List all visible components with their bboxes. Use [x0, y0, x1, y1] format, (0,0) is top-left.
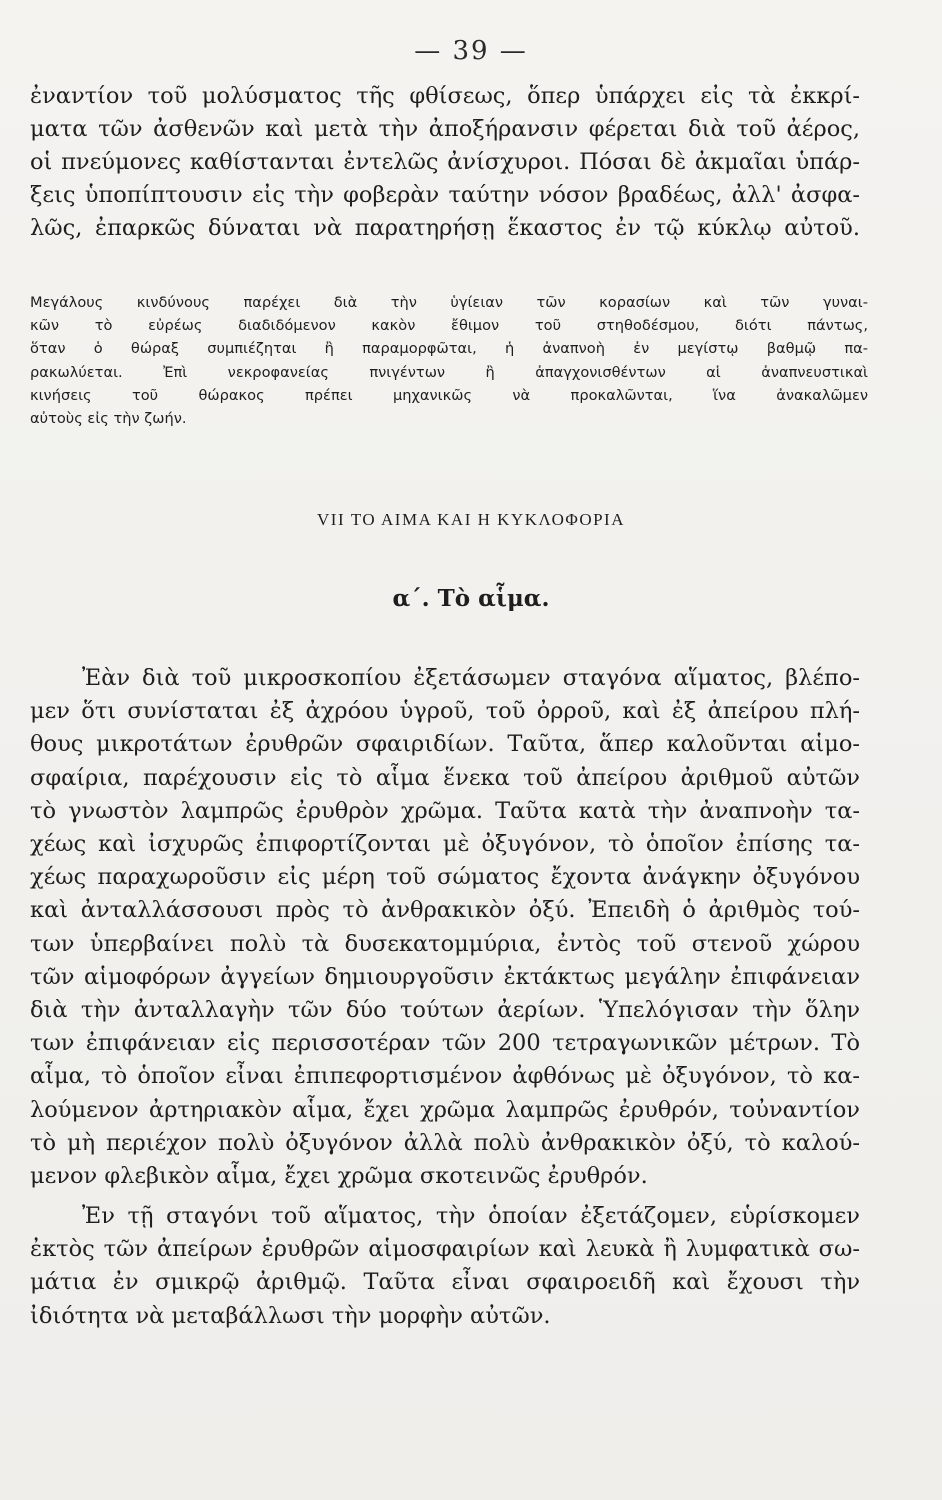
text-line: λῶς, ἐπαρκῶς δύναται νὰ παρατηρήσῃ ἕκαστος ἐν τῷ κύκλῳ αὐτοῦ.	[30, 215, 860, 241]
text-line: μάτια ἐν σμικρῷ ἀριθμῷ. Ταῦτα εἶναι σφαιροειδῆ καὶ ἔχουσι τὴν	[30, 1269, 860, 1296]
text-line: θους μικροτάτων ἐρυθρῶν σφαιριδίων. Ταῦτα, ἅπερ καλοῦνται αἱμο-	[30, 731, 860, 758]
note-line: ρακωλύεται. Ἐπὶ νεκροφανείας πνιγέντων ἢ ἀπαγχονισθέντων αἱ ἀναπνευστικαὶ	[30, 363, 868, 381]
paragraph-drop	[30, 1200, 860, 1333]
text-line: τὸ γνωστὸν λαμπρῶς ἐρυθρὸν χρῶμα. Ταῦτα κατὰ τὴν ἀναπνοὴν τα-	[30, 797, 860, 824]
page-number: — 39 —	[414, 36, 528, 66]
text-line: οἱ πνεύμονες καθίστανται ἐντελῶς ἀνίσχυροι. Πόσαι δὲ ἀκμαῖαι ὑπάρ-	[30, 149, 860, 175]
note-paragraph	[30, 291, 868, 430]
text-line: των ὑπερβαίνει πολὺ τὰ δυσεκατομμύρια, ἐντὸς τοῦ στενοῦ χώρου	[30, 930, 860, 957]
text-line: Ἐὰν διὰ τοῦ μικροσκοπίου ἐξετάσωμεν σταγόνα αἵματος, βλέπο-	[82, 665, 860, 691]
text-line: ἰδιότητα νὰ μεταβάλλωσι τὴν μορφὴν αὐτῶν.	[30, 1302, 551, 1329]
text-line: ματα τῶν ἀσθενῶν καὶ μετὰ τὴν ἀποξήρανσιν φέρεται διὰ τοῦ ἀέρος,	[30, 116, 860, 142]
note-line: αὐτοὺς εἰς τὴν ζωήν.	[30, 410, 187, 428]
text-line: διὰ τὴν ἀνταλλαγὴν τῶν δύο τούτων ἀερίων. Ὑπελόγισαν τὴν ὅλην	[30, 997, 860, 1024]
text-line: τὸ μὴ περιέχον πολὺ ὀξυγόνον ἀλλὰ πολὺ ἀνθρακικὸν ὀξύ, τὸ καλού-	[30, 1129, 860, 1156]
note-line: Μεγάλους κινδύνους παρέχει διὰ τὴν ὑγίειαν τῶν κορασίων καὶ τῶν γυναι-	[30, 294, 868, 311]
text-line: λούμενον ἀρτηριακὸν αἷμα, ἔχει χρῶμα λαμπρῶς ἐρυθρόν, τοὐναντίον	[30, 1096, 860, 1123]
text-line: καὶ ἀνταλλάσσουσι πρὸς τὸ ἀνθρακικὸν ὀξύ. Ἐπειδὴ ὁ ἀριθμὸς τού-	[30, 897, 860, 924]
text-line: μεν ὅτι συνίσταται ἐξ ἀχρόου ὑγροῦ, τοῦ ὀρροῦ, καὶ ἐξ ἀπείρου πλή-	[30, 698, 860, 725]
text-line: των ἐπιφάνειαν εἰς περισσοτέραν τῶν 200 τετραγωνικῶν μέτρων. Τὸ	[30, 1030, 860, 1057]
text-line: μενον φλεβικὸν αἷμα, ἔχει χρῶμα σκοτεινῶς ἐρυθρόν.	[30, 1163, 648, 1190]
section-heading: VII ΤΟ ΑΙΜΑ ΚΑΙ Η ΚΥΚΛΟΦΟΡΙΑ	[317, 510, 625, 529]
text-line: σφαίρια, παρέχουσιν εἰς τὸ αἷμα ἕνεκα τοῦ ἀπείρου ἀριθμοῦ αὐτῶν	[30, 764, 860, 791]
paragraph-blood	[30, 662, 860, 1193]
text-line: χέως καὶ ἰσχυρῶς ἐπιφορτίζονται μὲ ὀξυγόνον, τὸ ὁποῖον ἐπίσης τα-	[30, 831, 860, 858]
text-line: ξεις ὑποπίπτουσιν εἰς τὴν φοβερὰν ταύτην νόσον βραδέως, ἀλλ' ἀσφα-	[30, 182, 860, 208]
paragraph-top	[30, 80, 860, 245]
text-line: τῶν αἱμοφόρων ἀγγείων δημιουργοῦσιν ἐκτάκτως μεγάλην ἐπιφάνειαν	[30, 963, 860, 990]
note-line: κινήσεις τοῦ θώρακος πρέπει μηχανικῶς νὰ προκαλῶνται, ἵνα ἀνακαλῶμεν	[30, 386, 868, 404]
text-line: Ἐν τῇ σταγόνι τοῦ αἵματος, τὴν ὁποίαν ἐξετάζομεν, εὑρίσκομεν	[82, 1203, 860, 1229]
text-line: χέως παραχωροῦσιν εἰς μέρη τοῦ σώματος ἔχοντα ἀνάγκην ὀξυγόνου	[30, 864, 860, 891]
text-line: ἐναντίον τοῦ μολύσματος τῆς φθίσεως, ὅπερ ὑπάρχει εἰς τὰ ἐκκρί-	[30, 83, 860, 109]
text-line: ἐκτὸς τῶν ἀπείρων ἐρυθρῶν αἱμοσφαιρίων καὶ λευκὰ ἢ λυμφατικὰ σω-	[30, 1236, 860, 1263]
note-line: ὅταν ὁ θώραξ συμπιέζηται ἢ παραμορφῶται, ἡ ἀναπνοὴ ἐν μεγίστῳ βαθμῷ πα-	[30, 340, 868, 358]
note-line: κῶν τὸ εὐρέως διαδιδόμενον κακὸν ἔθιμον τοῦ στηθοδέσμου, διότι πάντως,	[30, 317, 868, 335]
subsection-heading: α΄. Τὸ αἷμα.	[392, 585, 550, 612]
text-line: αἷμα, τὸ ὁποῖον εἶναι ἐπιπεφορτισμένον ἀφθόνως μὲ ὀξυγόνον, τὸ κα-	[30, 1063, 860, 1090]
